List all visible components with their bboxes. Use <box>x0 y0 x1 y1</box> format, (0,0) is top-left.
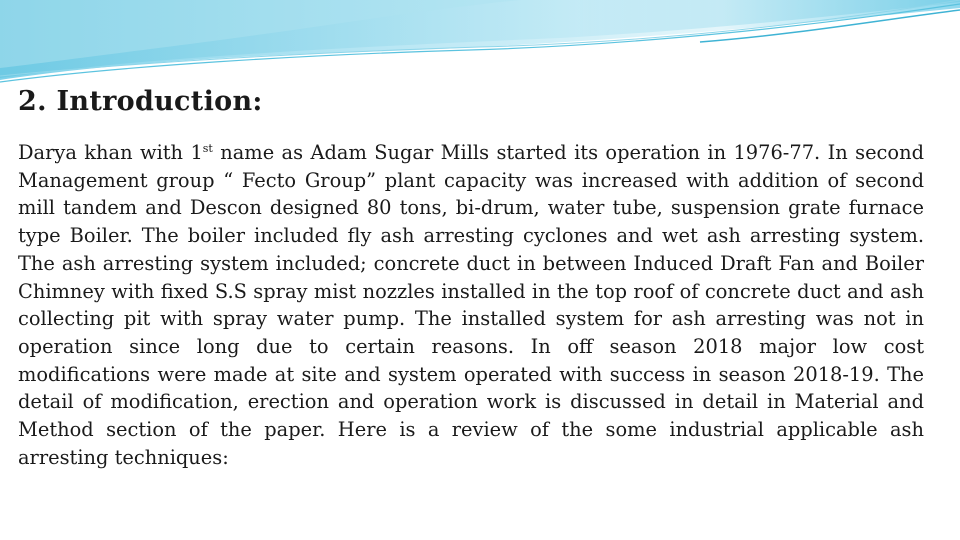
ordinal-superscript: st <box>202 142 213 155</box>
paragraph-text-start: Darya khan with 1 <box>18 141 203 164</box>
page-title: 2. Introduction: <box>18 86 263 117</box>
header-wave-decoration <box>0 0 960 90</box>
intro-paragraph <box>18 139 924 471</box>
paragraph-text-rest: name as Adam Sugar Mills started its operation in 1976-77. In second Management group “ Fecto Group” plant capacity was increased with addition of second mill tandem and Descon designed 80 tons, bi-drum, water tube, suspension grate furnace type Boiler. The boiler included fly ash arresting cyclones and wet ash arresting system. The ash arresting system included; concrete duct in between Induced Draft Fan and Boiler Chimney with fixed S.S spray mist nozzles installed in the top roof of concrete duct and ash collecting pit with spray water pump. The installed system for ash arresting was not in operation since long due to certain reasons. In off season 2018 major low cost modifications were made at site and system operated with success in season 2018-19. The detail of modification, erection and operation work is discussed in detail in Material and Method section of the paper. Here is a review of the some industrial applicable ash arresting techniques: <box>18 141 924 469</box>
